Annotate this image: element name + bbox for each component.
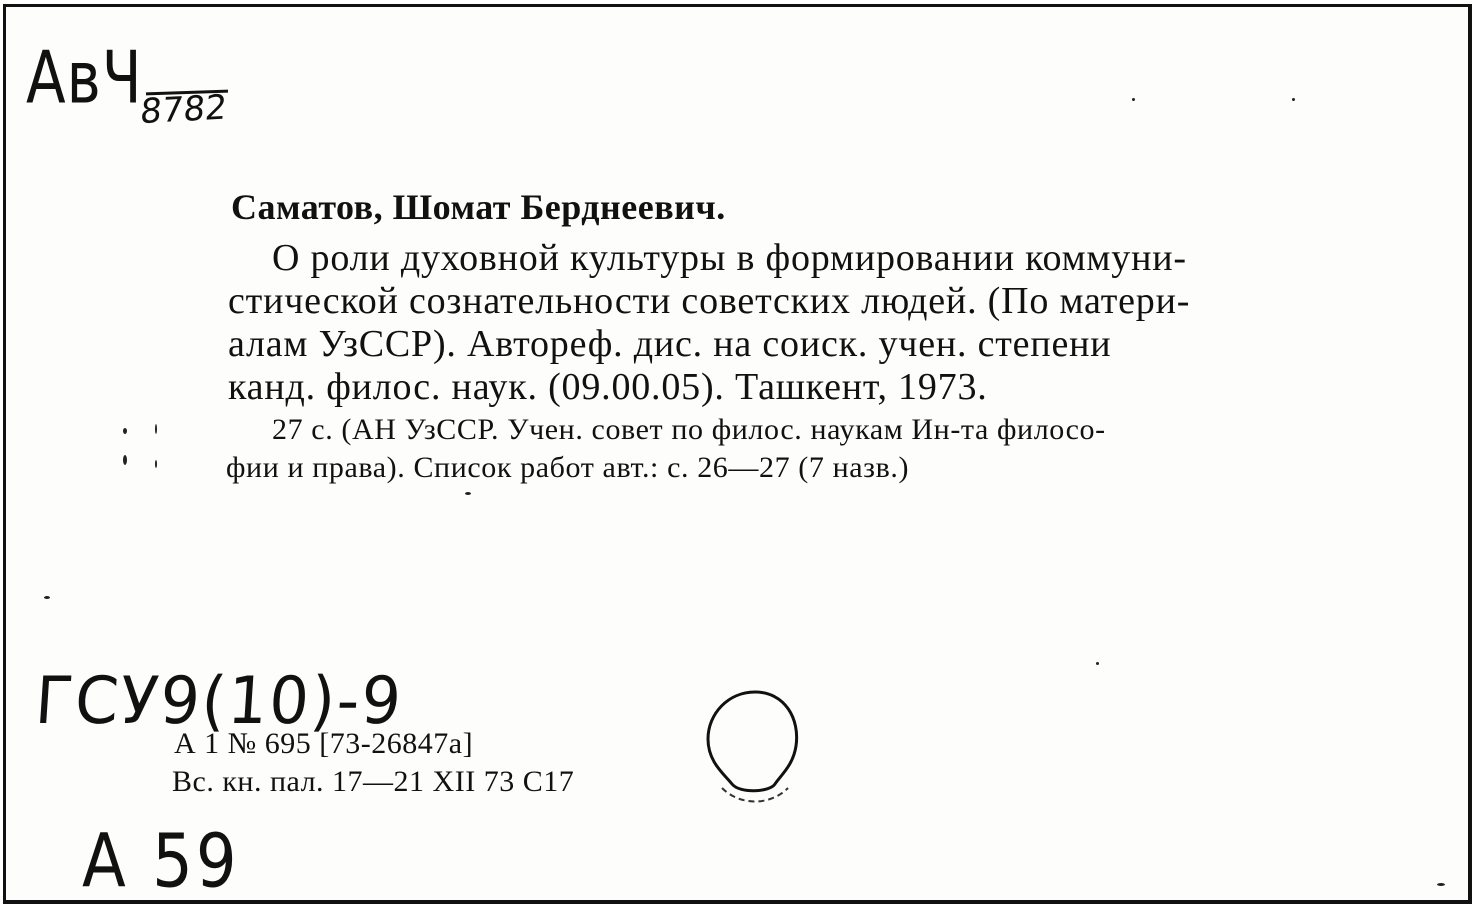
scan-speck (123, 428, 127, 434)
scan-speck (1437, 883, 1445, 886)
collation-line-2: фии и права). Список работ авт.: с. 26—27 (7 назв.) (226, 451, 910, 484)
imprint-line-1: А 1 № 695 [73-26847а] (174, 727, 474, 760)
author-heading: Саматов, Шомат Берднеевич. (231, 187, 726, 227)
title-line-1: О роли духовной культуры в формировании коммуни- (272, 237, 1187, 279)
scan-speck (1132, 98, 1135, 101)
handwritten-shelfmark-number: 8782 (138, 87, 229, 133)
scan-speck (155, 460, 157, 468)
collation-line-1: 27 с. (АН УзССР. Учен. совет по филос. наукам Ин-та филосо- (272, 413, 1106, 446)
scan-speck (44, 596, 50, 599)
punched-hole-mark (700, 684, 810, 814)
scan-speck (155, 424, 157, 434)
scan-speck (1096, 662, 1099, 665)
title-line-4: канд. филос. наук. (09.00.05). Ташкент, 1973. (228, 366, 988, 408)
handwritten-inventory-number: А 59 (82, 820, 240, 906)
imprint-line-2: Вс. кн. пал. 17—21 XII 73 С17 (172, 765, 575, 798)
scan-speck (1292, 98, 1295, 101)
title-line-3: алам УзССР). Автореф. дис. на соиск. учен. степени (228, 323, 1112, 365)
title-line-2: стической сознательности советских людей. (По матери- (228, 280, 1191, 322)
scan-speck (123, 455, 127, 465)
handwritten-shelfmark: АвЧ (26, 35, 143, 120)
handwritten-classification-code: ГСУ9(10)-9 (32, 662, 406, 739)
scan-speck (465, 492, 471, 495)
